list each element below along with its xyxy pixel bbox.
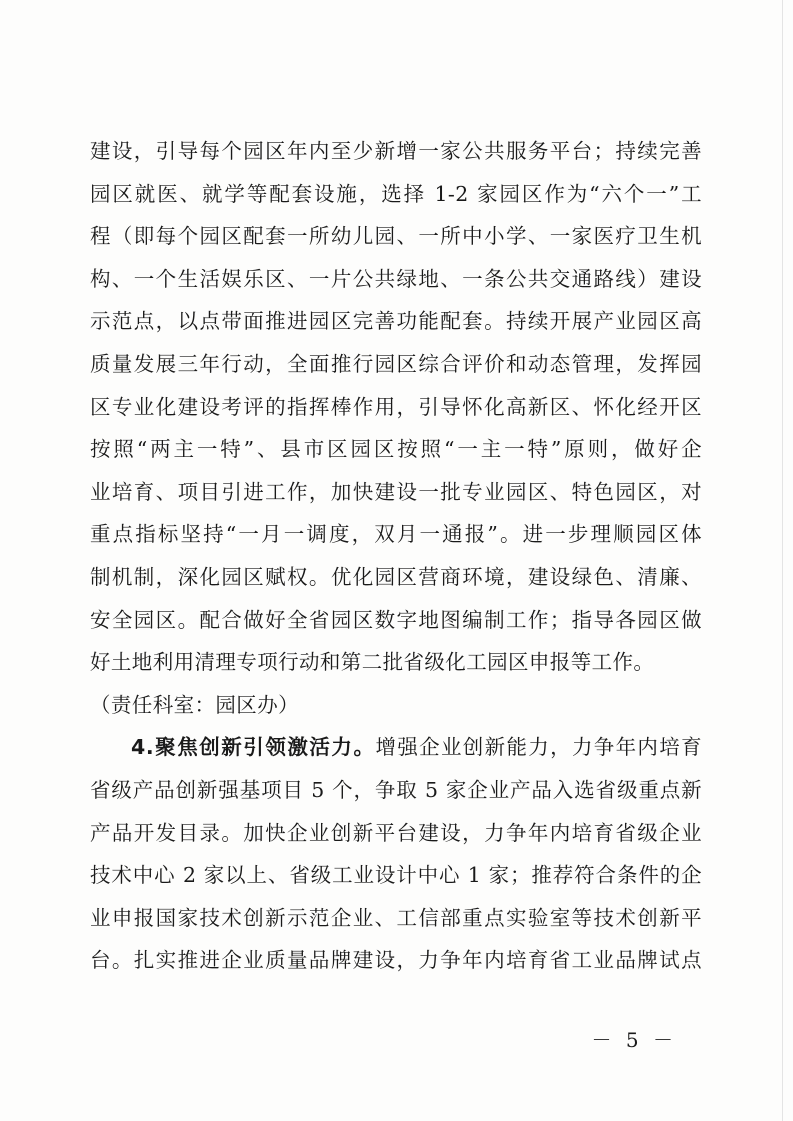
paragraph-line: 台。扎实推进企业质量品牌建设，力争年内培育省工业品牌试点 bbox=[90, 948, 702, 973]
paragraph-line: 安全园区。配合做好全省园区数字地图编制工作；指导各园区做 bbox=[90, 607, 702, 632]
paragraph-line: 技术中心 2 家以上、省级工业设计中心 1 家；推荐符合条件的企 bbox=[90, 863, 702, 888]
paragraph-line: 构、一个生活娱乐区、一片公共绿地、一条公共交通路线）建设 bbox=[90, 266, 702, 291]
paragraph-line: 区专业化建设考评的指挥棒作用，引导怀化高新区、怀化经开区 bbox=[90, 394, 702, 419]
page-number: － 5 － bbox=[591, 1028, 677, 1052]
paragraph-line: 业申报国家技术创新示范企业、工信部重点实验室等技术创新平 bbox=[90, 905, 702, 930]
section-4-first-line bbox=[90, 726, 702, 769]
paragraph-line: 程（即每个园区配套一所幼儿园、一所中小学、一家医疗卫生机 bbox=[90, 224, 702, 249]
paragraph-line: 园区就医、就学等配套设施，选择 1-2 家园区作为“六个一”工 bbox=[90, 181, 702, 206]
paragraph-line: 按照“两主一特”、县市区园区按照“一主一特”原则，做好企 bbox=[90, 437, 702, 462]
paragraph-line: 示范点，以点带面推进园区完善功能配套。持续开展产业园区高 bbox=[90, 309, 702, 334]
paragraph-line: 省级产品创新强基项目 5 个，争取 5 家企业产品入选省级重点新 bbox=[90, 777, 702, 802]
paragraph-line: 质量发展三年行动，全面推行园区综合评价和动态管理，发挥园 bbox=[90, 351, 702, 376]
section-4-first-line-text: 增强企业创新能力，力争年内培育 bbox=[375, 735, 702, 760]
paragraph-line: 重点指标坚持“一月一调度，双月一通报”。进一步理顺园区体 bbox=[90, 522, 702, 547]
body-text bbox=[90, 130, 702, 982]
paragraph-line: 业培育、项目引进工作，加快建设一批专业园区、特色园区，对 bbox=[90, 479, 702, 504]
paragraph-line: 产品开发目录。加快企业创新平台建设，力争年内培育省级企业 bbox=[90, 820, 702, 845]
section-4-heading: 4.聚焦创新引领激活力。 bbox=[131, 735, 376, 760]
responsible-office-note: （责任科室：园区办） bbox=[90, 692, 299, 717]
paragraph-line: 建设，引导每个园区年内至少新增一家公共服务平台；持续完善 bbox=[90, 139, 702, 163]
paragraph-line: 好土地利用清理专项行动和第二批省级化工园区申报等工作。 bbox=[90, 650, 655, 675]
paragraph-line: 制机制，深化园区赋权。优化园区营商环境，建设绿色、清廉、 bbox=[90, 564, 702, 589]
scan-edge-line bbox=[782, 0, 783, 1121]
